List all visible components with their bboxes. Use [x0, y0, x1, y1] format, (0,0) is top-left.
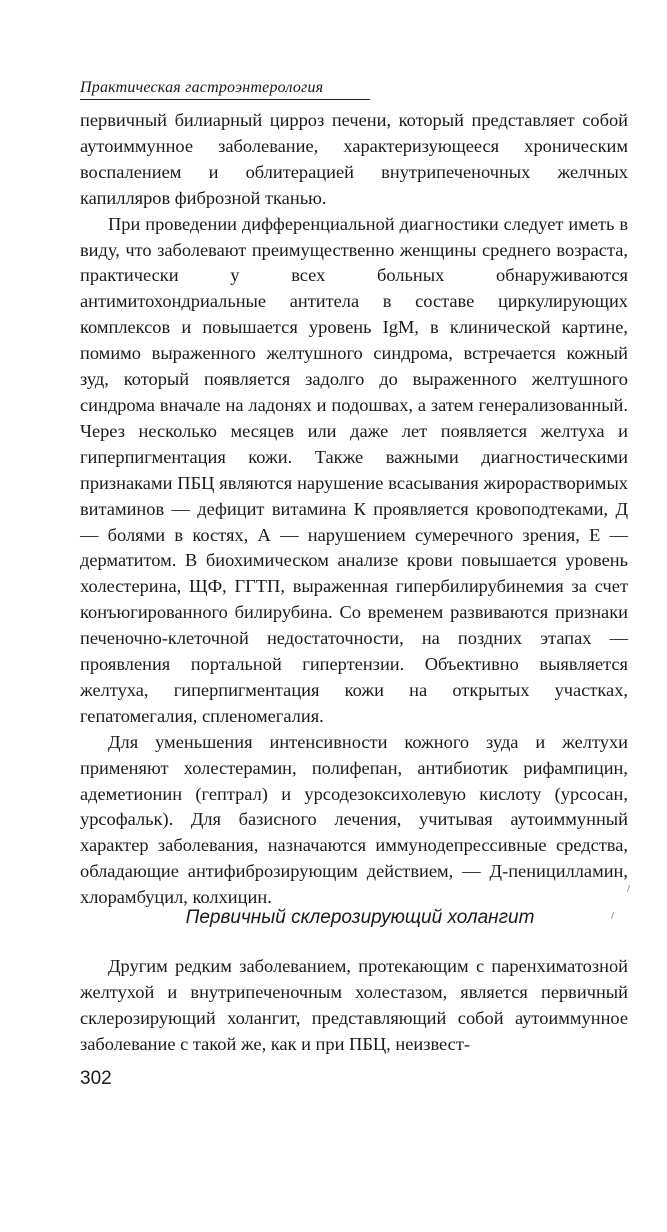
paragraph-differential-diagnosis: При проведении дифференциальной диагностики следует иметь в виду, что заболевают преимущественно женщины среднего возраста, практически у всех больных обнаруживаются антимитохондриальные антитела в составе циркулирующих комплексов и повышается уровень IgM, в клинической картине, помимо выраженного желтушного синдрома, встречается кожный зуд, который появляется задолго до выраженного желтушного синдрома вначале на ладонях и подошвах, а затем генерализованный. Через несколько месяцев или даже лет появляется желтуха и гиперпигментация кожи. Также важными диагностическими признаками ПБЦ являются нарушение всасывания жирорастворимых витаминов — дефицит витамина К проявляется кровоподтеками, Д — болями в костях, А — нарушением сумеречного зрения, Е — дерматитом. В биохимическом анализе крови повышается уровень холестерина, ЩФ, ГГТП, выраженная гипербилирубинемия за счет конъюгированного билирубина. Со временем развиваются признаки печеночно-клеточной недостаточности, на поздних этапах — проявления портальной гипертензии. Объективно выявляется желтуха, гиперпигментация кожи на открытых участках, гепатомегалия, спленомегалия. — [80, 213, 628, 726]
running-head-rule — [80, 99, 370, 100]
paragraph-treatment: Для уменьшения интенсивности кожного зуда и желтухи применяют холестерамин, полифепан, антибиотик рифампицин, адеметионин (гептрал) и урсодезоксихолевую кислоту (урсосан, урсофальк). Для базисного лечения, учитывая аутоиммунный характер заболевания, назначаются иммунодепрессивные средства, обладающие антифиброзирующим действием, — Д-пеницилламин, хлорамбуцил, колхицин. — [80, 731, 628, 908]
paragraph-continuation: первичный билиарный цирроз печени, который представляет собой аутоиммунное заболевание, характеризующееся хроническим воспалением и облитерацией внутрипеченочных желчных капилляров фиброзной тканью. — [80, 110, 628, 208]
running-head: Практическая гастроэнтерология — [80, 79, 324, 96]
page-number: 302 — [80, 1068, 112, 1089]
section-body-text — [80, 953, 628, 1057]
paragraph-psc-intro: Другим редким заболеванием, протекающим с паренхиматозной желтухой и внутрипеченочным холестазом, является первичный склерозирующий холангит, представляющий собой аутоиммунное заболевание с такой же, как и при ПБЦ, неизвест- — [80, 956, 628, 1054]
section-heading: Первичный склерозирующий холангит — [185, 907, 535, 928]
body-text — [80, 108, 628, 911]
